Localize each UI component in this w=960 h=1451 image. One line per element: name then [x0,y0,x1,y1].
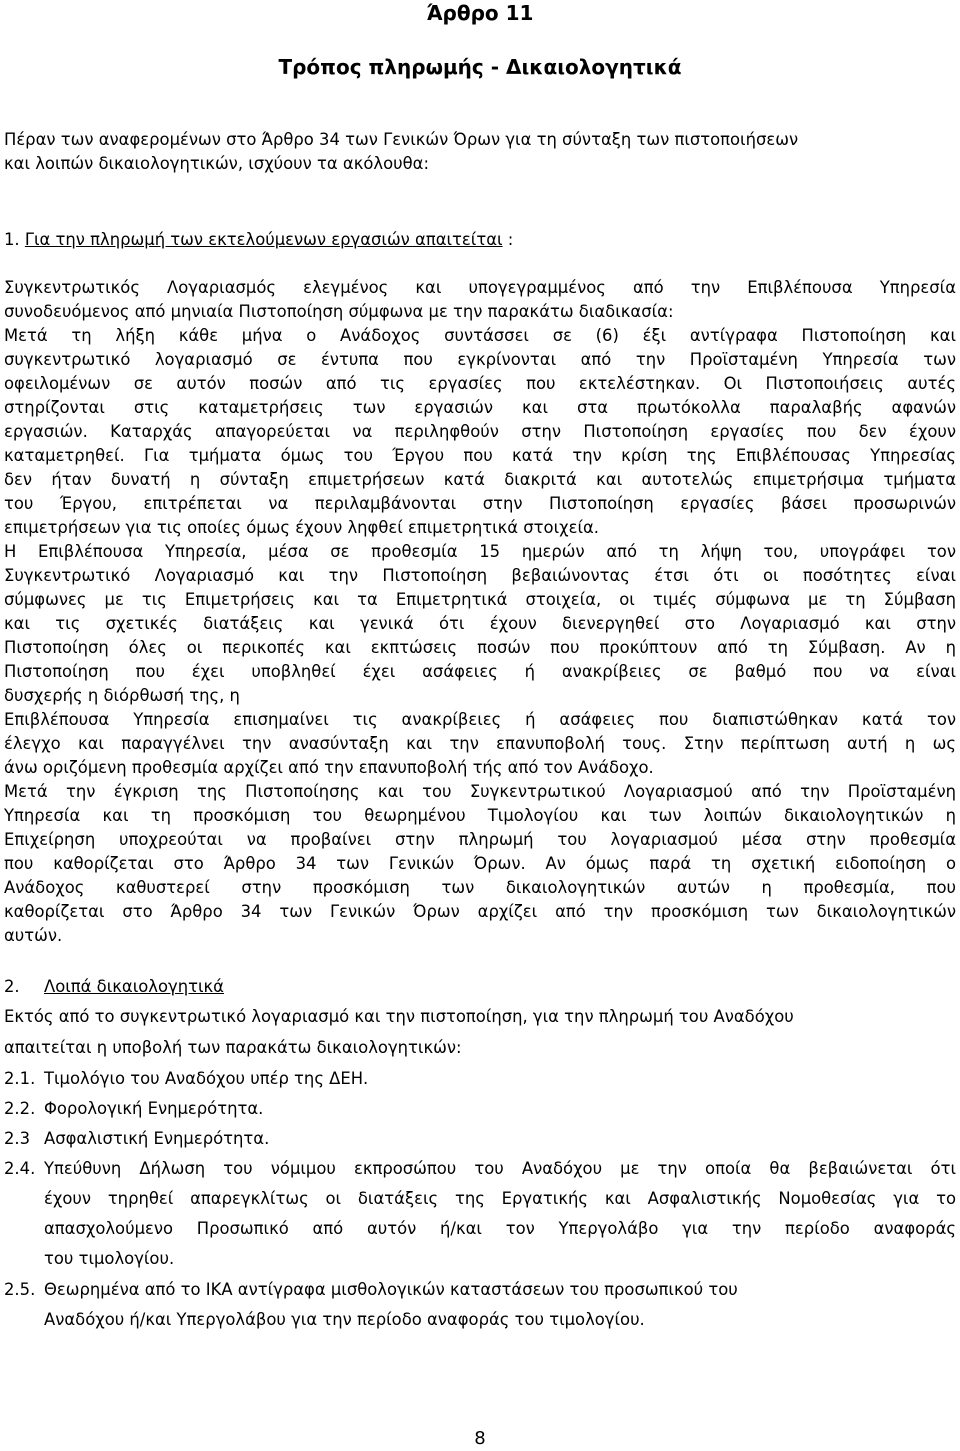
paragraph-line: Συγκεντρωτικός Λογαριασμός ελεγμένος και υπογεγραμμένος από την Επιβλέπουσα Υπηρεσία [4,278,956,297]
paragraph-line: άνω οριζόμενη προθεσμία αρχίζει από την επανυποβολή τής από τον Ανάδοχο. [4,758,654,777]
paragraph-line: αυτών. [4,926,63,945]
list-item-text: Αναδόχου ή/και Υπεργολάβου για την περίοδο αναφοράς του τιμολογίου. [44,1310,645,1329]
list-item-text: Υπεύθυνη Δήλωση του νόμιμου εκπροσώπου του Αναδόχου με την οποία θα βεβαιώνεται ότι [44,1159,956,1178]
section-1-number: 1. [4,230,20,249]
paragraph-line: Μετά την έγκριση της Πιστοποίησης και του Συγκεντρωτικού Λογαριασμού από την Προϊσταμένη [4,782,956,801]
list-item-text: απασχολούμενο Προσωπικό από αυτόν ή/και τον Υπεργολάβο για την περίοδο αναφοράς [44,1219,956,1238]
list-item-number: 2.4. [4,1159,36,1178]
paragraph-line: σύμφωνες με τις Επιμετρήσεις και τα Επιμετρητικά στοιχεία, οι τιμές σύμφωνα με τη Σύμβαση [4,590,956,609]
intro-line-1: Πέραν των αναφερομένων στο Άρθρο 34 των Γενικών Όρων για τη σύνταξη των πιστοποιήσεων [4,130,799,149]
section-2-number: 2. [4,977,20,996]
section-2-intro-line: απαιτείται η υποβολή των παρακάτω δικαιολογητικών: [4,1038,462,1057]
paragraph-line: οφειλομένων σε αυτόν ποσών από τις εργασίες που εκτελέστηκαν. Οι Πιστοποιήσεις αυτές [4,374,956,393]
paragraph-line: Μετά τη λήξη κάθε μήνα ο Ανάδοχος συντάσσει σε (6) έξι αντίγραφα Πιστοποίηση και [4,326,956,345]
intro-line-2: και λοιπών δικαιολογητικών, ισχύουν τα ακόλουθα: [4,154,429,173]
list-item-text: Ασφαλιστική Ενημερότητα. [44,1129,270,1148]
paragraph-line: Η Επιβλέπουσα Υπηρεσία, μέσα σε προθεσμία 15 ημερών από τη λήψη του, υπογράφει τον [4,542,956,561]
article-heading: Άρθρο 11 [426,1,534,25]
list-item-text: Τιμολόγιο του Αναδόχου υπέρ της ΔΕΗ. [44,1069,369,1088]
paragraph-line: Πιστοποίηση όλες οι περικοπές και εκπτώσεις ποσών που προκύπτουν από τη Σύμβαση. Αν η [4,638,956,657]
paragraph-line: εργασιών. Καταρχάς απαγορεύεται να περιληφθούν στην Πιστοποίηση εργασίες που δεν έχουν [4,422,956,441]
list-item-text: Θεωρημένα από το ΙΚΑ αντίγραφα μισθολογικών καταστάσεων του προσωπικού του [44,1280,738,1299]
paragraph-line: καταμετρηθεί. Για τμήματα όμως του Έργου που κατά την κρίση της Επιβλέπουσας Υπηρεσίας [4,446,956,465]
paragraph-line: έλεγχο και παραγγέλνει την ανασύνταξη και την επανυποβολή τους. Στην περίπτωση αυτή η ως [4,734,956,753]
paragraph-line: στηρίζονται στις καταμετρήσεις των εργασιών και στα πρωτόκολλα παραλαβής αφανών [4,398,956,417]
paragraph-line: συνοδευόμενος από μηνιαία Πιστοποίηση σύμφωνα με την παρακάτω διαδικασία: [4,302,674,321]
document-title: Τρόπος πληρωμής - Δικαιολογητικά [278,55,682,79]
paragraph-line: Επιχείρηση υποχρεούται να προβαίνει στην πληρωμή του λογαριασμού μέσα στην προθεσμία [4,830,956,849]
paragraph-line: καθορίζεται στο Άρθρο 34 των Γενικών Όρων αρχίζει από την προσκόμιση των δικαιολογητικών [4,902,956,921]
paragraph-line: Ανάδοχος καθυστερεί στην προσκόμιση των δικαιολογητικών αυτών η προθεσμία, που [4,878,956,897]
paragraph-line: δυσχερής η διόρθωσή της, η [4,686,240,705]
paragraph-line: Υπηρεσία και τη προσκόμιση του θεωρημένου Τιμολογίου και των λοιπών δικαιολογητικών η [4,806,956,825]
list-item-number: 2.5. [4,1280,36,1299]
paragraph-line: συγκεντρωτικό λογαριασμό σε έντυπα που εγκρίνονται από την Προϊσταμένη Υπηρεσία των [4,350,956,369]
paragraph-line: του Έργου, επιτρέπεται να περιλαμβάνονται στην Πιστοποίηση εργασίες βάσει προσωρινών [4,494,956,513]
section-2-heading: Λοιπά δικαιολογητικά [44,977,224,996]
paragraph-line: Συγκεντρωτικό Λογαριασμό και την Πιστοποίηση βεβαιώνοντας έτσι ότι οι ποσότητες είναι [4,566,956,585]
paragraph-line: Πιστοποίηση που έχει υποβληθεί έχει ασάφειες ή ανακρίβειες σε βαθμό που να είναι [4,662,956,681]
list-item-text: έχουν τηρηθεί απαρεγκλίτως οι διατάξεις της Εργατικής και Ασφαλιστικής Νομοθεσίας για το [44,1189,956,1208]
paragraph-line: Επιβλέπουσα Υπηρεσία επισημαίνει τις ανακρίβειες ή ασάφειες που διαπιστώθηκαν κατά τον [4,710,956,729]
section-2-intro-line: Εκτός από το συγκεντρωτικό λογαριασμό και την πιστοποίηση, για την πληρωμή του Αναδόχου [4,1007,794,1026]
section-1-heading-text: Για την πληρωμή των εκτελούμενων εργασιών απαιτείται [24,230,503,249]
paragraph-line: επιμετρήσεων για τις οποίες όμως έχουν ληφθεί επιμετρητικά στοιχεία. [4,518,600,537]
section-1-heading-suffix: : [502,230,514,249]
list-item-number: 2.3 [4,1129,31,1148]
list-item-number: 2.1. [4,1069,36,1088]
list-item-text: του τιμολογίου. [44,1249,175,1268]
paragraph-line: και τις σχετικές διατάξεις και γενικά ότι έχουν διενεργηθεί στο Λογαριασμό και στην [4,614,956,633]
list-item-number: 2.2. [4,1099,36,1118]
section-1-heading [4,228,956,252]
page-number: 8 [474,1428,486,1449]
list-item-text: Φορολογική Ενημερότητα. [44,1099,264,1118]
paragraph-line: που καθορίζεται στο Άρθρο 34 των Γενικών Όρων. Αν όμως παρά τη σχετική ειδοποίηση ο [4,854,956,873]
paragraph-line: δεν ήταν δυνατή η σύνταξη επιμετρήσεων κατά διακριτά και αυτοτελώς επιμετρήσιμα τμήματα [4,470,956,489]
